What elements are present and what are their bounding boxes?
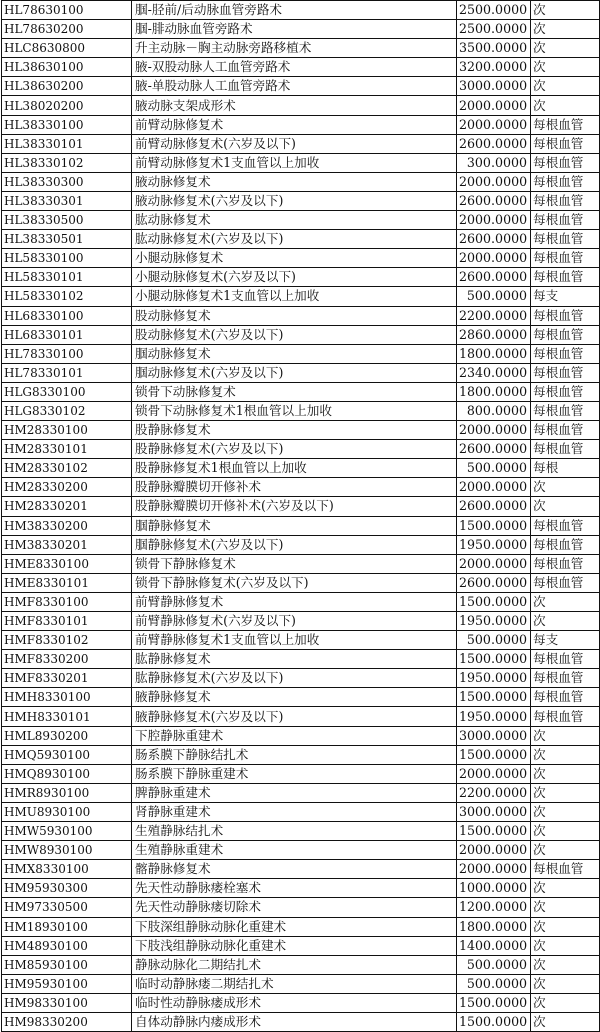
table-row <box>2 211 600 230</box>
name-cell: 脾静脉重建术 <box>132 783 457 802</box>
code-cell: HM95930300 <box>2 879 132 898</box>
unit-cell: 每支 <box>531 287 600 306</box>
code-cell: HLG8330102 <box>2 401 132 420</box>
code-cell: HM48930100 <box>2 936 132 955</box>
price-cell: 2500.0000 <box>457 1 531 20</box>
table-row <box>2 822 600 841</box>
unit-cell: 次 <box>531 936 600 955</box>
name-cell: 腋静脉修复术(六岁及以下) <box>132 707 457 726</box>
name-cell: 腘-腓动脉血管旁路术 <box>132 20 457 39</box>
price-cell: 2000.0000 <box>457 421 531 440</box>
table-row <box>2 631 600 650</box>
unit-cell: 每根血管 <box>531 363 600 382</box>
name-cell: 腘动脉修复术(六岁及以下) <box>132 363 457 382</box>
table-row <box>2 459 600 478</box>
unit-cell: 次 <box>531 58 600 77</box>
name-cell: 腘静脉修复术 <box>132 516 457 535</box>
code-cell: HMW8930100 <box>2 841 132 860</box>
unit-cell: 次 <box>531 822 600 841</box>
price-cell: 1400.0000 <box>457 936 531 955</box>
unit-cell: 每根血管 <box>531 860 600 879</box>
code-cell: HL38330101 <box>2 134 132 153</box>
table-row <box>2 325 600 344</box>
table-row <box>2 974 600 993</box>
price-cell: 3200.0000 <box>457 58 531 77</box>
table-row <box>2 382 600 401</box>
table-row <box>2 421 600 440</box>
name-cell: 股动脉修复术(六岁及以下) <box>132 325 457 344</box>
unit-cell: 每根血管 <box>531 554 600 573</box>
code-cell: HMR8930100 <box>2 783 132 802</box>
table-row <box>2 554 600 573</box>
unit-cell: 次 <box>531 1012 600 1031</box>
unit-cell: 次 <box>531 745 600 764</box>
name-cell: 前臂静脉修复术(六岁及以下) <box>132 612 457 631</box>
name-cell: 腋-单股动脉人工血管旁路术 <box>132 77 457 96</box>
code-cell: HM85930100 <box>2 955 132 974</box>
unit-cell: 次 <box>531 898 600 917</box>
price-cell: 2000.0000 <box>457 841 531 860</box>
code-cell: HM38330200 <box>2 516 132 535</box>
name-cell: 股静脉瓣膜切开修补术(六岁及以下) <box>132 497 457 516</box>
table-row <box>2 879 600 898</box>
unit-cell: 每根血管 <box>531 421 600 440</box>
unit-cell: 次 <box>531 96 600 115</box>
price-cell: 2600.0000 <box>457 573 531 592</box>
unit-cell: 每根血管 <box>531 382 600 401</box>
unit-cell: 每根血管 <box>531 535 600 554</box>
table-body <box>2 1 600 1032</box>
name-cell: 前臂动脉修复术(六岁及以下) <box>132 134 457 153</box>
code-cell: HL58330100 <box>2 249 132 268</box>
price-cell: 2000.0000 <box>457 554 531 573</box>
table-row <box>2 592 600 611</box>
table-row <box>2 134 600 153</box>
table-row <box>2 344 600 363</box>
code-cell: HL58330101 <box>2 268 132 287</box>
table-row <box>2 955 600 974</box>
price-cell: 2600.0000 <box>457 134 531 153</box>
code-cell: HL38630200 <box>2 77 132 96</box>
price-cell: 2860.0000 <box>457 325 531 344</box>
price-cell: 500.0000 <box>457 974 531 993</box>
table-row <box>2 860 600 879</box>
table-row <box>2 20 600 39</box>
name-cell: 股静脉修复术1根血管以上加收 <box>132 459 457 478</box>
name-cell: 下腔静脉重建术 <box>132 726 457 745</box>
code-cell: HM98330100 <box>2 993 132 1012</box>
code-cell: HL38330100 <box>2 115 132 134</box>
table-row <box>2 936 600 955</box>
table-row <box>2 249 600 268</box>
code-cell: HMH8330101 <box>2 707 132 726</box>
code-cell: HMF8330100 <box>2 592 132 611</box>
name-cell: 前臂动脉修复术1支血管以上加收 <box>132 153 457 172</box>
code-cell: HL78330100 <box>2 344 132 363</box>
unit-cell: 每根血管 <box>531 211 600 230</box>
price-cell: 2000.0000 <box>457 172 531 191</box>
name-cell: 小腿动脉修复术1支血管以上加收 <box>132 287 457 306</box>
code-cell: HMF8330101 <box>2 612 132 631</box>
unit-cell: 每支 <box>531 631 600 650</box>
name-cell: 先天性动静脉瘘栓塞术 <box>132 879 457 898</box>
price-cell: 2600.0000 <box>457 191 531 210</box>
code-cell: HL78330101 <box>2 363 132 382</box>
name-cell: 锁骨下静脉修复术 <box>132 554 457 573</box>
name-cell: 腋动脉修复术(六岁及以下) <box>132 191 457 210</box>
price-cell: 2600.0000 <box>457 268 531 287</box>
name-cell: 小腿动脉修复术(六岁及以下) <box>132 268 457 287</box>
table-row <box>2 153 600 172</box>
code-cell: HMQ5930100 <box>2 745 132 764</box>
code-cell: HMX8330100 <box>2 860 132 879</box>
name-cell: 前臂静脉修复术1支血管以上加收 <box>132 631 457 650</box>
unit-cell: 次 <box>531 77 600 96</box>
name-cell: 前臂静脉修复术 <box>132 592 457 611</box>
price-cell: 3000.0000 <box>457 802 531 821</box>
unit-cell: 次 <box>531 20 600 39</box>
price-cell: 1950.0000 <box>457 707 531 726</box>
name-cell: 肱静脉修复术(六岁及以下) <box>132 669 457 688</box>
code-cell: HMQ8930100 <box>2 764 132 783</box>
table-row <box>2 287 600 306</box>
price-cell: 1500.0000 <box>457 516 531 535</box>
table-row <box>2 58 600 77</box>
unit-cell: 每根血管 <box>531 573 600 592</box>
unit-cell: 次 <box>531 478 600 497</box>
unit-cell: 每根血管 <box>531 688 600 707</box>
unit-cell: 每根血管 <box>531 707 600 726</box>
unit-cell: 次 <box>531 955 600 974</box>
code-cell: HM18930100 <box>2 917 132 936</box>
unit-cell: 次 <box>531 1 600 20</box>
price-cell: 2000.0000 <box>457 96 531 115</box>
code-cell: HM28330200 <box>2 478 132 497</box>
unit-cell: 次 <box>531 497 600 516</box>
table-row <box>2 917 600 936</box>
name-cell: 肠系膜下静脉重建术 <box>132 764 457 783</box>
price-cell: 3000.0000 <box>457 726 531 745</box>
price-cell: 1500.0000 <box>457 688 531 707</box>
table-row <box>2 401 600 420</box>
price-cell: 2600.0000 <box>457 230 531 249</box>
unit-cell: 每根血管 <box>531 669 600 688</box>
table-row <box>2 497 600 516</box>
price-cell: 500.0000 <box>457 459 531 478</box>
code-cell: HL38330102 <box>2 153 132 172</box>
unit-cell: 每根血管 <box>531 172 600 191</box>
unit-cell: 每根血管 <box>531 134 600 153</box>
table-row <box>2 1 600 20</box>
price-cell: 3000.0000 <box>457 77 531 96</box>
unit-cell: 每根血管 <box>531 401 600 420</box>
table-row <box>2 191 600 210</box>
code-cell: HMF8330200 <box>2 650 132 669</box>
table-row <box>2 268 600 287</box>
name-cell: 腘动脉修复术 <box>132 344 457 363</box>
name-cell: 下肢浅组静脉动脉化重建术 <box>132 936 457 955</box>
code-cell: HM98330200 <box>2 1012 132 1031</box>
code-cell: HM95930100 <box>2 974 132 993</box>
code-cell: HL38330501 <box>2 230 132 249</box>
unit-cell: 次 <box>531 993 600 1012</box>
code-cell: HL38020200 <box>2 96 132 115</box>
price-cell: 1950.0000 <box>457 669 531 688</box>
name-cell: 临时动静脉瘘二期结扎术 <box>132 974 457 993</box>
unit-cell: 每根血管 <box>531 516 600 535</box>
unit-cell: 每根血管 <box>531 191 600 210</box>
unit-cell: 次 <box>531 917 600 936</box>
code-cell: HL68330101 <box>2 325 132 344</box>
name-cell: 小腿动脉修复术 <box>132 249 457 268</box>
table-row <box>2 898 600 917</box>
table-row <box>2 115 600 134</box>
price-cell: 1500.0000 <box>457 822 531 841</box>
code-cell: HM38330201 <box>2 535 132 554</box>
table-row <box>2 172 600 191</box>
name-cell: 肱动脉修复术 <box>132 211 457 230</box>
unit-cell: 每根血管 <box>531 249 600 268</box>
code-cell: HL38330301 <box>2 191 132 210</box>
price-cell: 2200.0000 <box>457 306 531 325</box>
unit-cell: 每根血管 <box>531 153 600 172</box>
table-row <box>2 802 600 821</box>
name-cell: 肱动脉修复术(六岁及以下) <box>132 230 457 249</box>
name-cell: 髂静脉修复术 <box>132 860 457 879</box>
unit-cell: 次 <box>531 974 600 993</box>
name-cell: 股静脉瓣膜切开修补术 <box>132 478 457 497</box>
unit-cell: 每根血管 <box>531 650 600 669</box>
price-cell: 1800.0000 <box>457 382 531 401</box>
unit-cell: 次 <box>531 726 600 745</box>
code-cell: HMH8330100 <box>2 688 132 707</box>
name-cell: 生殖静脉重建术 <box>132 841 457 860</box>
price-cell: 3500.0000 <box>457 39 531 58</box>
name-cell: 股动脉修复术 <box>132 306 457 325</box>
table-row <box>2 516 600 535</box>
table-row <box>2 573 600 592</box>
name-cell: 腋-双股动脉人工血管旁路术 <box>132 58 457 77</box>
unit-cell: 次 <box>531 612 600 631</box>
table-row <box>2 96 600 115</box>
procedure-price-table <box>1 0 600 1032</box>
name-cell: 腋动脉支架成形术 <box>132 96 457 115</box>
price-cell: 1500.0000 <box>457 650 531 669</box>
price-cell: 1800.0000 <box>457 917 531 936</box>
table-row <box>2 669 600 688</box>
price-cell: 1500.0000 <box>457 592 531 611</box>
code-cell: HL78630100 <box>2 1 132 20</box>
price-cell: 2000.0000 <box>457 211 531 230</box>
table-row <box>2 764 600 783</box>
name-cell: 先天性动静脉瘘切除术 <box>132 898 457 917</box>
price-cell: 2500.0000 <box>457 20 531 39</box>
price-cell: 1200.0000 <box>457 898 531 917</box>
price-cell: 800.0000 <box>457 401 531 420</box>
table-row <box>2 688 600 707</box>
code-cell: HL38330300 <box>2 172 132 191</box>
price-cell: 1500.0000 <box>457 993 531 1012</box>
price-cell: 1950.0000 <box>457 612 531 631</box>
code-cell: HM28330100 <box>2 421 132 440</box>
table-row <box>2 39 600 58</box>
table-row <box>2 612 600 631</box>
price-cell: 300.0000 <box>457 153 531 172</box>
price-cell: 2000.0000 <box>457 249 531 268</box>
unit-cell: 每根 <box>531 459 600 478</box>
name-cell: 股静脉修复术 <box>132 421 457 440</box>
name-cell: 生殖静脉结扎术 <box>132 822 457 841</box>
table-row <box>2 478 600 497</box>
unit-cell: 次 <box>531 592 600 611</box>
price-cell: 2000.0000 <box>457 115 531 134</box>
code-cell: HL38630100 <box>2 58 132 77</box>
code-cell: HMW5930100 <box>2 822 132 841</box>
price-cell: 2340.0000 <box>457 363 531 382</box>
name-cell: 静脉动脉化二期结扎术 <box>132 955 457 974</box>
code-cell: HLC8630800 <box>2 39 132 58</box>
name-cell: 前臂动脉修复术 <box>132 115 457 134</box>
unit-cell: 次 <box>531 764 600 783</box>
unit-cell: 每根血管 <box>531 306 600 325</box>
price-cell: 2600.0000 <box>457 440 531 459</box>
table-row <box>2 726 600 745</box>
code-cell: HL38330500 <box>2 211 132 230</box>
unit-cell: 每根血管 <box>531 230 600 249</box>
table-row <box>2 783 600 802</box>
price-cell: 2600.0000 <box>457 497 531 516</box>
unit-cell: 每根血管 <box>531 325 600 344</box>
table-row <box>2 841 600 860</box>
code-cell: HL58330102 <box>2 287 132 306</box>
name-cell: 升主动脉－胸主动脉旁路移植术 <box>132 39 457 58</box>
code-cell: HM97330500 <box>2 898 132 917</box>
code-cell: HM28330102 <box>2 459 132 478</box>
code-cell: HM28330101 <box>2 440 132 459</box>
name-cell: 肱静脉修复术 <box>132 650 457 669</box>
name-cell: 锁骨下动脉修复术1根血管以上加收 <box>132 401 457 420</box>
unit-cell: 每根血管 <box>531 344 600 363</box>
unit-cell: 每根血管 <box>531 115 600 134</box>
name-cell: 肾静脉重建术 <box>132 802 457 821</box>
name-cell: 锁骨下动脉修复术 <box>132 382 457 401</box>
table-row <box>2 535 600 554</box>
name-cell: 腋静脉修复术 <box>132 688 457 707</box>
price-cell: 2000.0000 <box>457 764 531 783</box>
table-row <box>2 745 600 764</box>
name-cell: 下肢深组静脉动脉化重建术 <box>132 917 457 936</box>
code-cell: HME8330101 <box>2 573 132 592</box>
code-cell: HM28330201 <box>2 497 132 516</box>
unit-cell: 每根血管 <box>531 440 600 459</box>
price-cell: 2000.0000 <box>457 860 531 879</box>
name-cell: 锁骨下静脉修复术(六岁及以下) <box>132 573 457 592</box>
unit-cell: 次 <box>531 841 600 860</box>
name-cell: 腘静脉修复术(六岁及以下) <box>132 535 457 554</box>
table-row <box>2 77 600 96</box>
price-cell: 500.0000 <box>457 287 531 306</box>
code-cell: HMF8330201 <box>2 669 132 688</box>
table-row <box>2 707 600 726</box>
unit-cell: 次 <box>531 783 600 802</box>
code-cell: HMF8330102 <box>2 631 132 650</box>
price-cell: 1000.0000 <box>457 879 531 898</box>
unit-cell: 每根血管 <box>531 268 600 287</box>
unit-cell: 次 <box>531 39 600 58</box>
table-row <box>2 230 600 249</box>
code-cell: HML8930200 <box>2 726 132 745</box>
code-cell: HMU8930100 <box>2 802 132 821</box>
unit-cell: 次 <box>531 802 600 821</box>
name-cell: 自体动静脉内瘘成形术 <box>132 1012 457 1031</box>
name-cell: 肠系膜下静脉结扎术 <box>132 745 457 764</box>
price-cell: 1500.0000 <box>457 1012 531 1031</box>
table-row <box>2 306 600 325</box>
price-cell: 2200.0000 <box>457 783 531 802</box>
price-cell: 500.0000 <box>457 955 531 974</box>
table-row <box>2 993 600 1012</box>
name-cell: 腘-胫前/后动脉血管旁路术 <box>132 1 457 20</box>
code-cell: HLG8330100 <box>2 382 132 401</box>
code-cell: HL68330100 <box>2 306 132 325</box>
unit-cell: 次 <box>531 879 600 898</box>
code-cell: HL78630200 <box>2 20 132 39</box>
price-cell: 500.0000 <box>457 631 531 650</box>
name-cell: 股静脉修复术(六岁及以下) <box>132 440 457 459</box>
code-cell: HME8330100 <box>2 554 132 573</box>
price-cell: 1800.0000 <box>457 344 531 363</box>
price-cell: 2000.0000 <box>457 478 531 497</box>
name-cell: 腋动脉修复术 <box>132 172 457 191</box>
price-cell: 1950.0000 <box>457 535 531 554</box>
price-cell: 1500.0000 <box>457 745 531 764</box>
name-cell: 临时性动静脉瘘成形术 <box>132 993 457 1012</box>
table-row <box>2 440 600 459</box>
table-row <box>2 363 600 382</box>
table-row <box>2 650 600 669</box>
